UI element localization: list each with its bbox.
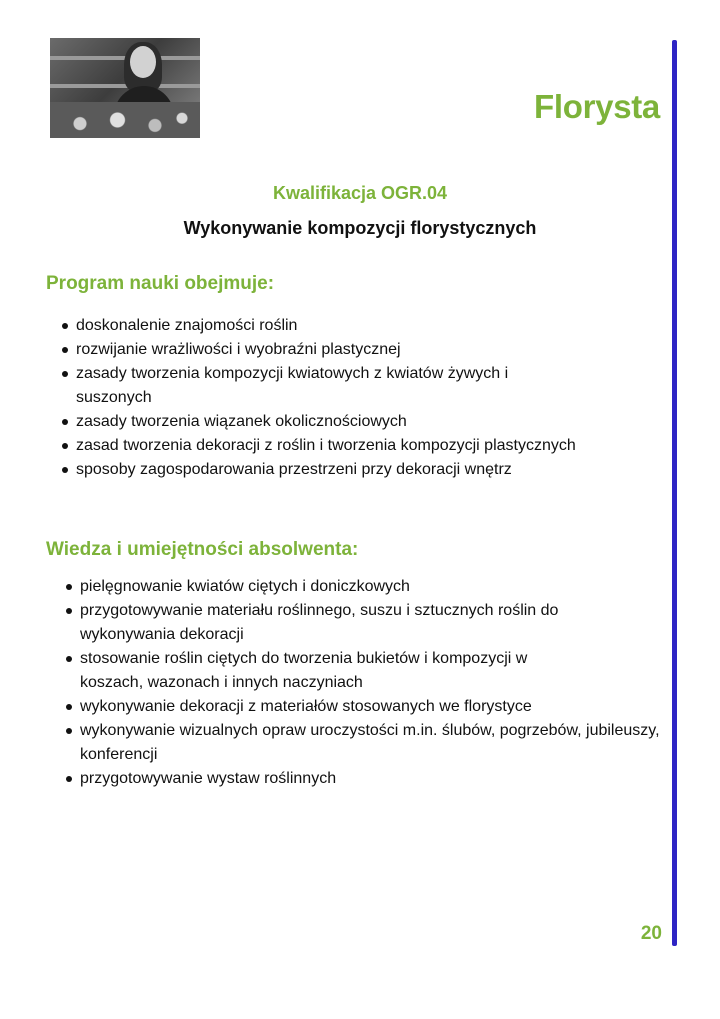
list-item: zasady tworzenia wiązanek okolicznościowych (60, 410, 660, 434)
program-heading: Program nauki obejmuje: (46, 273, 275, 294)
program-list (60, 314, 660, 482)
list-item-text: wykonywanie wizualnych opraw uroczystości m.in. ślubów, pogrzebów, jubileuszy, konferencji (80, 722, 660, 763)
list-item (60, 362, 660, 410)
skills-list (64, 575, 664, 791)
list-item (64, 599, 664, 647)
decorative-side-bar (672, 40, 677, 946)
list-item: rozwijanie wrażliwości i wyobraźni plastycznej (60, 338, 660, 362)
list-item: pielęgnowanie kwiatów ciętych i doniczkowych (64, 575, 664, 599)
photo-flowers (50, 102, 200, 138)
list-item: zasad tworzenia dekoracji z roślin i tworzenia kompozycji plastycznych (60, 434, 660, 458)
list-item-text: zasady tworzenia kompozycji kwiatowych z kwiatów żywych i suszonych (76, 365, 509, 406)
list-item: wykonywanie dekoracji z materiałów stosowanych we florystyce (64, 695, 664, 719)
list-item: przygotowywanie wystaw roślinnych (64, 767, 664, 791)
florist-photo (50, 38, 200, 138)
list-item: doskonalenie znajomości roślin (60, 314, 660, 338)
qualification-subtitle: Wykonywanie kompozycji florystycznych (183, 218, 537, 238)
page-title: Florysta (534, 88, 660, 125)
photo-figure-head (130, 46, 156, 78)
list-item-text: przygotowywanie materiału roślinnego, suszu i sztucznych roślin do wykonywania dekoracji (80, 602, 559, 643)
qualification-title: Kwalifikacja OGR.04 (272, 183, 448, 203)
skills-heading: Wiedza i umiejętności absolwenta: (46, 539, 359, 560)
list-item-text: stosowanie roślin ciętych do tworzenia bukietów i kompozycji w koszach, wazonach i innych naczyniach (80, 650, 528, 691)
page-number: 20 (640, 923, 662, 944)
list-item (64, 647, 664, 695)
list-item (64, 719, 664, 767)
list-item: sposoby zagospodarowania przestrzeni przy dekoracji wnętrz (60, 458, 660, 482)
